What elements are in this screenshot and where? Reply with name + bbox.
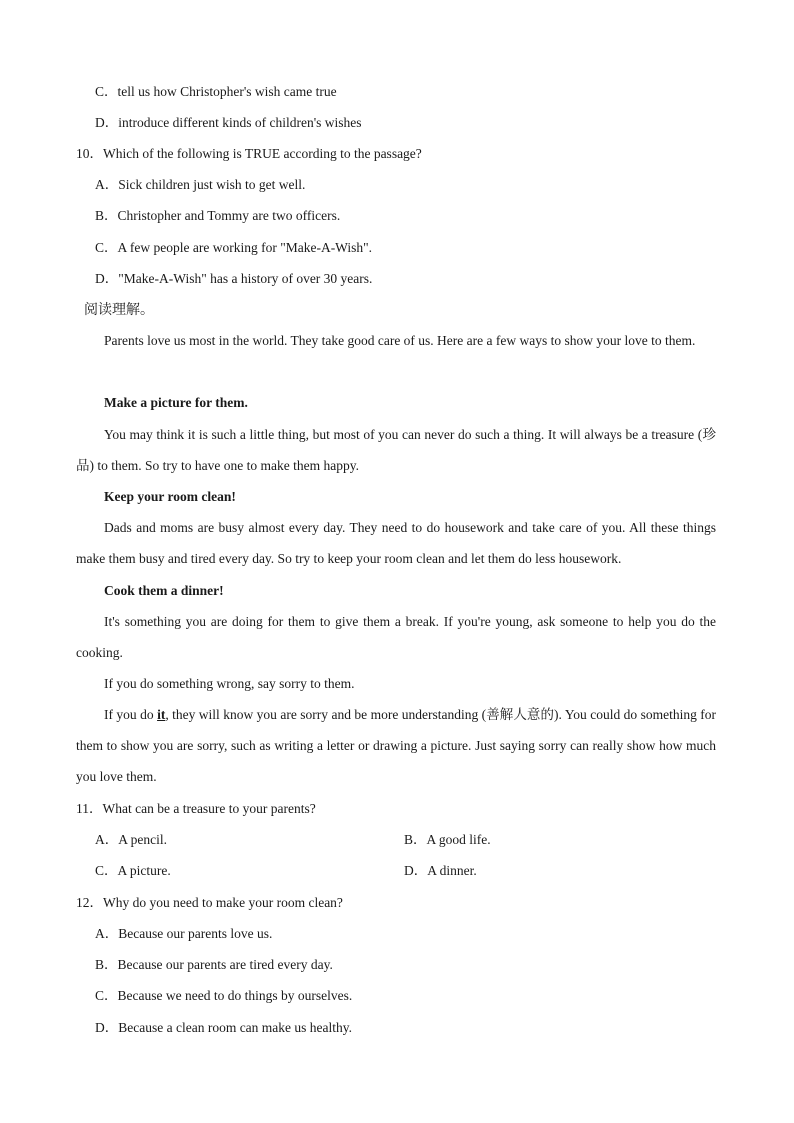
section-title: 阅读理解。 — [84, 302, 154, 318]
question-11-stem: 11．What can be a treasure to your parents? — [76, 801, 316, 816]
underlined-word-it: it — [157, 707, 166, 722]
question-12-option-b: B．Because our parents are tired every day. — [95, 957, 333, 972]
para5-text-before: If you do — [104, 707, 158, 722]
passage-paragraph-2: Dads and moms are busy almost every day. They need to do housework and take care of you. All these things make them busy and tired every day. So try to keep your room clean and let them do less housework. — [76, 520, 716, 566]
question-12-option-a: A．Because our parents love us. — [95, 926, 273, 941]
question-11-option-a: A．A pencil. — [95, 832, 167, 847]
question-12-option-c: C．Because we need to do things by ourselves. — [95, 988, 353, 1003]
question-10-option-d: D．"Make-A-Wish" has a history of over 30 years. — [95, 271, 373, 286]
question-11-option-c: C．A picture. — [95, 863, 171, 878]
question-12-stem: 12．Why do you need to make your room clean? — [76, 895, 343, 910]
passage-heading-1: Make a picture for them. — [104, 395, 248, 410]
question-11-option-b: B．A good life. — [404, 832, 491, 847]
question-10-option-b: B．Christopher and Tommy are two officers. — [95, 208, 341, 223]
question-10-option-c: C．A few people are working for "Make-A-Wish". — [95, 240, 373, 255]
para5-text-after: , they will know you are sorry and be more understanding (善解人意的). You could do something for them to show you are sorry, such as writing a letter or drawing a picture. Just saying sorry can really show how much you love them. — [76, 707, 716, 784]
question-12-option-d: D．Because a clean room can make us healthy. — [95, 1020, 353, 1035]
passage-intro: Parents love us most in the world. They take good care of us. Here are a few ways to show your love to them. — [104, 333, 696, 348]
passage-heading-3: Cook them a dinner! — [104, 583, 224, 598]
question-10-stem: 10．Which of the following is TRUE according to the passage? — [76, 146, 422, 161]
option-d: D．introduce different kinds of children's wishes — [95, 115, 362, 130]
passage-paragraph-3: It's something you are doing for them to give them a break. If you're young, ask someone to help you do the cooking. — [76, 614, 716, 660]
passage-heading-2: Keep your room clean! — [104, 489, 236, 504]
passage-paragraph-5 — [76, 699, 716, 792]
passage-paragraph-4: If you do something wrong, say sorry to them. — [104, 676, 355, 691]
option-c: C．tell us how Christopher's wish came true — [95, 84, 337, 99]
question-10-option-a: A．Sick children just wish to get well. — [95, 177, 306, 192]
question-11-option-d: D．A dinner. — [404, 863, 477, 878]
passage-paragraph-1: You may think it is such a little thing, but most of you can never do such a thing. It will always be a treasure (珍品) to them. So try to have one to make them happy. — [76, 427, 716, 473]
